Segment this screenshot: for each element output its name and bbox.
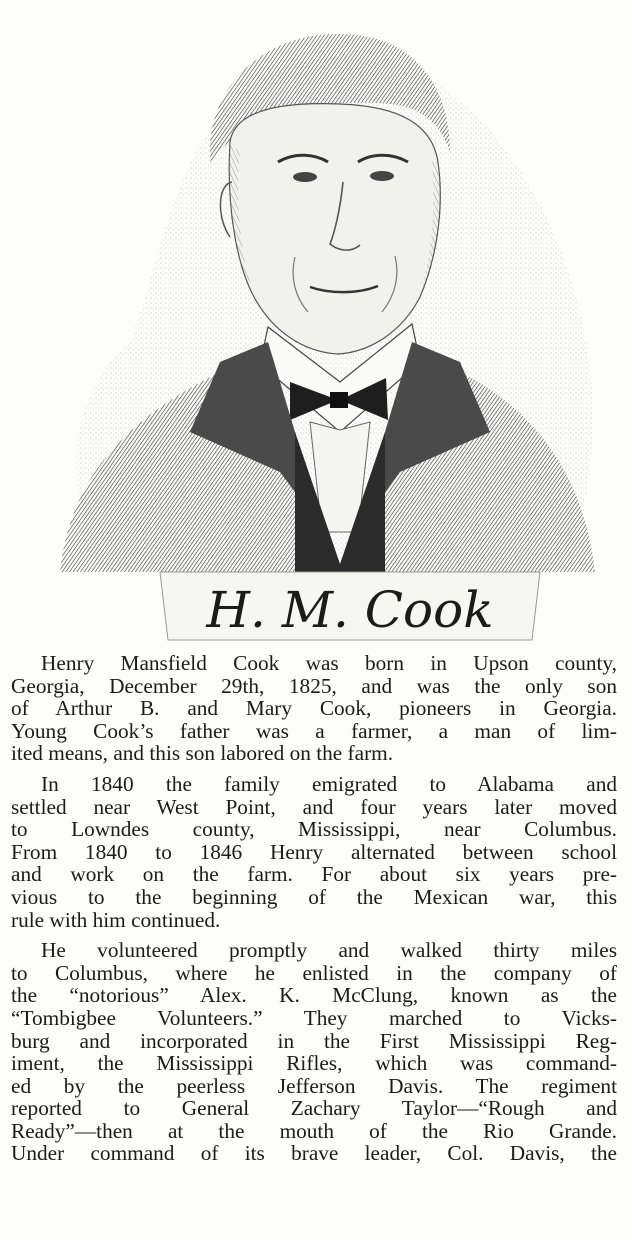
signature: H. M. Cook — [206, 581, 494, 639]
text-line: From 1840 to 1846 Henry alternated between school — [11, 839, 617, 864]
text-line: Under command of its brave leader, Col. Davis, the — [11, 1141, 617, 1166]
text-line: settled near West Point, and four years later moved — [11, 794, 617, 819]
text-line: burg and incorporated in the First Mississippi Reg- — [11, 1028, 617, 1053]
paragraph-3 — [11, 939, 617, 1165]
text-line: He volunteered promptly and walked thirty miles — [41, 938, 617, 963]
text-line: Young Cook’s father was a farmer, a man of lim- — [11, 718, 617, 743]
text-line: “Tombigbee Volunteers.” They marched to Vicks- — [11, 1005, 617, 1030]
text-line: ed by the peerless Jefferson Davis. The regiment — [11, 1073, 617, 1098]
text-line: rule with him continued. — [11, 907, 221, 932]
biography-text — [11, 652, 617, 1165]
portrait-illustration — [40, 12, 610, 652]
text-line: to Lowndes county, Mississippi, near Columbus. — [11, 817, 617, 842]
paragraph-2 — [11, 773, 617, 931]
text-line: In 1840 the family emigrated to Alabama and — [41, 771, 617, 796]
text-line: and work on the farm. For about six years pre- — [11, 862, 617, 887]
text-line: of Arthur B. and Mary Cook, pioneers in Georgia. — [11, 696, 617, 721]
text-line: reported to General Zachary Taylor—“Rough and — [11, 1096, 617, 1121]
text-line: to Columbus, where he enlisted in the company of — [11, 960, 617, 985]
text-line: the “notorious” Alex. K. McClung, known as the — [11, 983, 617, 1008]
text-line: vious to the beginning of the Mexican war, this — [11, 884, 617, 909]
text-line: ited means, and this son labored on the farm. — [11, 741, 394, 766]
text-line: Henry Mansfield Cook was born in Upson county, — [41, 651, 617, 675]
portrait-engraving — [40, 12, 610, 652]
paragraph-1 — [11, 652, 617, 765]
text-line: Georgia, December 29th, 1825, and was the only son — [11, 673, 617, 698]
text-line: iment, the Mississippi Rifles, which was command- — [11, 1051, 617, 1076]
text-line: Ready”—then at the mouth of the Rio Grande. — [11, 1118, 617, 1143]
